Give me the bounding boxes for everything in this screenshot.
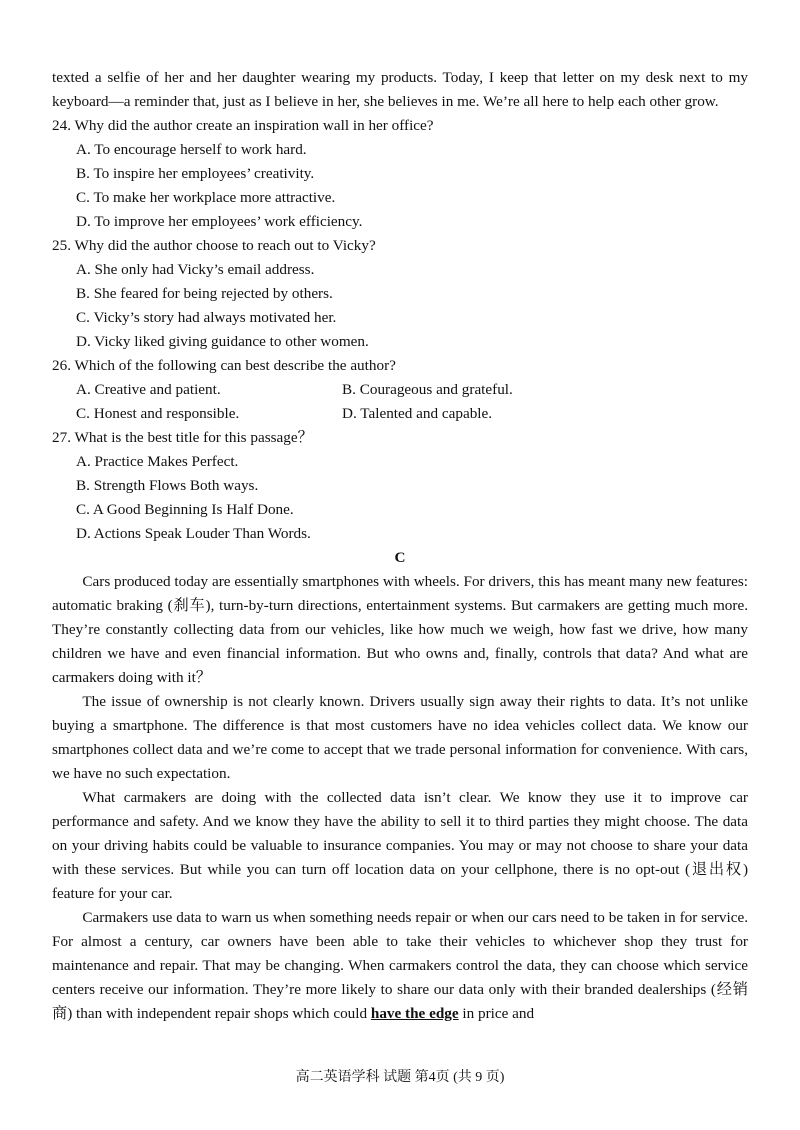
option-d: D. To improve her employees’ work efficiency. xyxy=(76,213,363,230)
option-b: B. She feared for being rejected by others. xyxy=(76,285,333,302)
question-stem: 25. Why did the author choose to reach out to Vicky? xyxy=(52,237,376,254)
option-a: A. Practice Makes Perfect. xyxy=(76,453,239,470)
option-d: D. Vicky liked giving guidance to other women. xyxy=(76,333,369,350)
passage-paragraph: What carmakers are doing with the collected data isn’t clear. We know they use it to improve car performance and safety. And we know they have the ability to sell it to third parties they might choose. The data on your driving habits could be valuable to insurance companies. You may or may not choose to share your data with these services. But while you can turn off location data on your cellphone, there is no opt-out (退出权) feature for your car. xyxy=(52,789,748,902)
option-a: A. To encourage herself to work hard. xyxy=(76,141,307,158)
page-content xyxy=(52,66,748,1026)
option-c: C. Honest and responsible. xyxy=(76,405,240,422)
question-stem: 27. What is the best title for this passage？ xyxy=(52,429,313,446)
option-c: C. Vicky’s story had always motivated her. xyxy=(76,309,337,326)
option-b: B. Strength Flows Both ways. xyxy=(76,477,259,494)
option-c: C. A Good Beginning Is Half Done. xyxy=(76,501,294,518)
page-footer: 高二英语学科 试题 第4页 (共 9 页) xyxy=(295,1070,505,1085)
underlined-phrase: have the edge xyxy=(370,1005,459,1022)
question-stem: 26. Which of the following can best describe the author? xyxy=(52,357,396,374)
passage-paragraph-last xyxy=(52,906,748,1026)
option-d: D. Talented and capable. xyxy=(342,405,493,422)
option-b: B. To inspire her employees’ creativity. xyxy=(76,165,315,182)
question-26 xyxy=(52,354,748,426)
question-stem: 24. Why did the author create an inspiration wall in her office? xyxy=(52,117,434,134)
option-d: D. Actions Speak Louder Than Words. xyxy=(76,525,311,542)
option-a: A. Creative and patient. xyxy=(76,381,221,398)
option-c: C. To make her workplace more attractive. xyxy=(76,189,336,206)
section-title: C xyxy=(394,549,406,566)
paragraph-text: Carmakers use data to warn us when something needs repair or when our cars need to be taken in for service. For almost a century, car owners have been able to take their vehicles to whichever shop they trust for maintenance and repair. That may be changing. When carmakers control the data, they can choose which service centers receive our information. They’re more likely to share our data only with their branded dealerships (经销商) than with independent repair shops which could xyxy=(52,909,748,1022)
options-grid xyxy=(52,378,748,426)
option-b: B. Courageous and grateful. xyxy=(342,381,513,398)
intro-paragraph: texted a selfie of her and her daughter wearing my products. Today, I keep that letter on my desk next to my keyboard—a reminder that, just as I believe in her, she believes in me. We’re all here to help each other grow. xyxy=(52,69,748,110)
paragraph-text: in price and xyxy=(458,1005,535,1022)
question-24 xyxy=(52,114,748,234)
question-27 xyxy=(52,426,748,546)
passage-paragraph: Cars produced today are essentially smartphones with wheels. For drivers, this has meant many new features: automatic braking (刹车), turn-by-turn directions, entertainment systems. But carmakers are getting much more. They’re constantly collecting data from our vehicles, like how much we weigh, how fast we drive, how many children we have and even financial information. But who owns and, finally, controls that data? And what are carmakers doing with it？ xyxy=(52,573,748,686)
option-a: A. She only had Vicky’s email address. xyxy=(76,261,315,278)
question-25 xyxy=(52,234,748,354)
passage-paragraph: The issue of ownership is not clearly known. Drivers usually sign away their rights to data. It’s not unlike buying a smartphone. The difference is that most customers have no idea vehicles collect data. We know our smartphones collect data and we’re come to accept that we trade personal information for convenience. With cars, we have no such expectation. xyxy=(52,693,748,782)
